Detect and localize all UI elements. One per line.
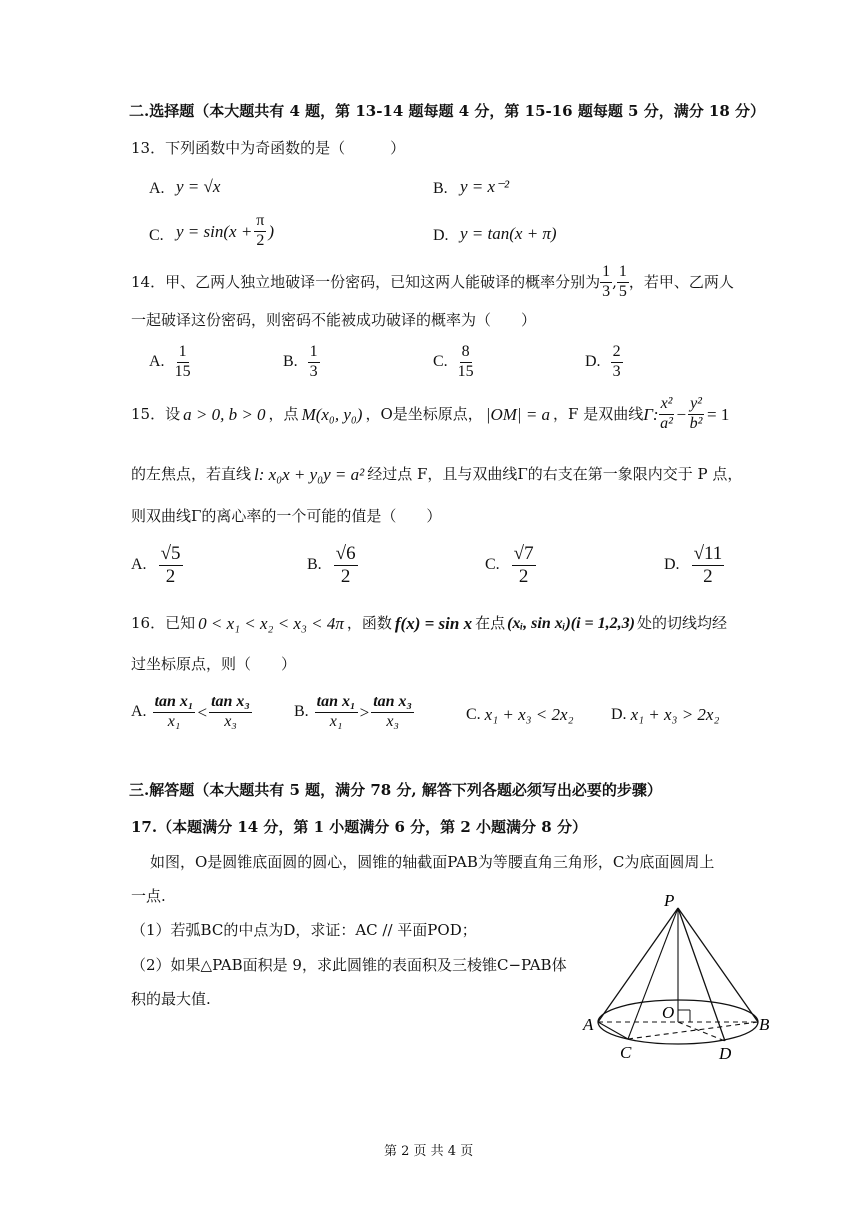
q15-om: |OM| = a [485, 404, 551, 424]
q15-option-b-label: B. [307, 556, 322, 574]
q14-c-num: 8 [460, 344, 472, 363]
q17-title: 17.（本题满分 14 分，第 1 小题满分 6 分，第 2 小题满分 8 分） [131, 818, 587, 836]
q13-option-b-expr: y = x⁻² [460, 177, 510, 196]
q15-line2 [131, 466, 742, 483]
q15-line1 [131, 396, 729, 433]
q15-option-d [664, 544, 724, 587]
q14-stem-a: 14．甲、乙两人独立地破译一份密码，已知这两人能破译的概率分别为 [131, 272, 601, 291]
q15-option-a [131, 544, 183, 587]
q15-line1-a: 15．设 [131, 404, 181, 423]
q14-p1-fraction [600, 264, 612, 301]
q14-d-den: 3 [612, 362, 621, 380]
q16-option-a-label: A. [131, 703, 147, 721]
q15-option-b [307, 544, 358, 587]
q13-c-fraction [254, 213, 266, 250]
q16-b-frac1 [315, 694, 358, 731]
q15-c-den: 2 [518, 565, 529, 587]
q15-hyp-d1: a² [660, 414, 673, 432]
q14-b-den: 3 [309, 362, 318, 380]
q15-line1-d: ，F 是双曲线 [553, 404, 644, 423]
q15-line3: 则双曲线Γ的离心率的一个可能的值是（ ） [131, 507, 442, 525]
q17-part2-cont: 积的最大值. [131, 990, 211, 1008]
q15-option-d-label: D. [664, 556, 680, 574]
q15-option-c-fraction [512, 544, 536, 587]
q15-option-a-label: A. [131, 556, 147, 574]
q16-option-d-expr: x₁ + x₃ > 2x₂ [630, 705, 720, 724]
q15-hyp-frac1 [659, 396, 675, 433]
q15-a-num: √5 [160, 543, 181, 564]
cone-base-front-arc [598, 1022, 758, 1044]
q15-hyp-frac2 [688, 396, 704, 433]
q14-p2-fraction [617, 264, 629, 301]
q13-c-left: y = sin(x + [176, 221, 253, 241]
q15-hyp-d2: b² [689, 414, 703, 432]
q16-option-a [131, 694, 252, 731]
q14-p1-num: 1 [600, 264, 612, 283]
q17-part1: （1）若弧BC的中点为D，求证：AC // 平面POD； [131, 921, 477, 939]
q16-line1-b: ，函数 [346, 614, 392, 632]
q16-a-n1: tan x₁ [153, 694, 196, 713]
q16-option-c-label: C. [466, 705, 481, 723]
q15-option-c [485, 544, 536, 587]
q14-option-d [585, 344, 623, 381]
section3-header: 三.解答题（本大题共有 5 题，满分 78 分, 解答下列各题必须写出必要的步骤） [129, 781, 662, 799]
q13-c-num: π [254, 213, 266, 232]
section2-header: 二.选择题（本大题共有 4 题，第 13-14 题每题 4 分，第 15-16 题每题 5 分，满分 18 分） [129, 102, 766, 120]
q13-option-c-label: C. [149, 227, 164, 244]
q13-option-a-expr: y = √x [176, 177, 221, 196]
q15-hyp-n1: x² [659, 396, 675, 415]
q15-option-b-fraction [334, 544, 358, 587]
q14-d-num: 2 [611, 344, 623, 363]
q15-d-den: 2 [703, 565, 713, 587]
q14-option-d-label: D. [585, 353, 601, 371]
q13-option-d-expr: y = tan(x + π) [460, 224, 557, 243]
q14-c-den: 15 [457, 362, 474, 380]
q13-stem: 13．下列函数中为奇函数的是（ ） [131, 139, 406, 157]
q14-option-b-fraction [308, 344, 320, 381]
q14-option-a [149, 344, 191, 381]
label-O: O [662, 1003, 675, 1022]
q15-c-num: √7 [513, 543, 534, 564]
q15-hyp-n2: y² [688, 396, 704, 415]
q14-p1-den: 3 [602, 282, 611, 300]
q16-line1-a: 16．已知 [131, 614, 196, 632]
q14-option-c [433, 344, 474, 381]
q14-b-num: 1 [308, 344, 320, 363]
q13-option-b-label: B. [433, 180, 448, 197]
label-A: A [583, 1015, 594, 1034]
q16-point: (xᵢ, sin xᵢ)(i = 1,2,3) [507, 614, 635, 632]
q14-a-den: 15 [174, 362, 191, 380]
q16-condition: 0 < x₁ < x₂ < x₃ < 4π [198, 614, 344, 633]
q14-option-b [283, 344, 320, 381]
q15-gamma: Γ: [643, 404, 659, 424]
q14-option-c-label: C. [433, 353, 448, 371]
q15-option-a-fraction [159, 544, 183, 587]
q15-b-den: 2 [340, 565, 351, 587]
q16-option-d-label: D. [611, 705, 627, 723]
cone-figure [580, 888, 780, 1068]
q13-option-c-expr [176, 213, 274, 250]
q15-condition: a > 0, b > 0 [183, 404, 266, 424]
q17-para1-cont: 一点. [131, 887, 166, 905]
q14-option-c-fraction [458, 344, 474, 381]
q16-a-d1: x₁ [167, 712, 181, 730]
q15-b-num: √6 [335, 543, 356, 564]
q16-option-d [611, 706, 719, 723]
q16-a-d2: x₃ [224, 712, 237, 730]
q13-option-a-label: A. [149, 180, 165, 197]
label-P: P [664, 891, 675, 910]
q14-stem-b: ，若甲、乙两人 [628, 272, 734, 291]
label-C: C [620, 1043, 632, 1062]
q15-a-den: 2 [165, 565, 176, 587]
q16-b-n1: tan x₁ [315, 694, 358, 713]
q16-a-op: < [197, 702, 208, 722]
edge-PB [678, 908, 758, 1022]
segment-AC [598, 1022, 628, 1039]
q15-line1-c: ，O是坐标原点， [365, 404, 483, 423]
q16-option-b-label: B. [294, 703, 309, 721]
q14-option-a-fraction [175, 344, 191, 381]
q15-hyp-minus: − [676, 404, 687, 424]
q14-option-d-fraction [611, 344, 623, 381]
q15-option-c-label: C. [485, 556, 500, 574]
q14-option-a-label: A. [149, 353, 165, 371]
q16-line1-d: 处的切线均经 [637, 614, 728, 632]
q16-a-frac1 [153, 694, 196, 731]
q16-b-d2: x₃ [386, 712, 399, 730]
q15-hyp-eq: = 1 [706, 404, 730, 424]
q16-option-b [294, 694, 414, 731]
page-footer: 第 2 页 共 4 页 [384, 1144, 474, 1159]
q16-function: f(x) = sin x [394, 614, 473, 633]
q13-c-right: ) [268, 221, 275, 241]
q16-a-n2: tan x₃ [209, 694, 252, 713]
q13-c-den: 2 [256, 231, 265, 249]
q14-option-b-label: B. [283, 353, 298, 371]
q16-line2: 过坐标原点，则（ ） [131, 655, 297, 673]
q15-line2-b: 经过点 F，且与双曲线Γ的右支在第一象限内交于 P 点， [367, 465, 743, 483]
q16-b-frac2 [371, 694, 414, 731]
q14-p2-num: 1 [617, 264, 629, 283]
q13-option-d-label: D. [433, 227, 449, 244]
edge-PD [678, 908, 725, 1041]
q16-b-n2: tan x₃ [371, 694, 414, 713]
label-D: D [719, 1044, 732, 1063]
q15-d-num: √11 [693, 543, 723, 564]
q17-part2: （2）如果△PAB面积是 9，求此圆锥的表面积及三棱锥C−PAB体 [131, 956, 567, 974]
q15-line-l: l: x₀x + y₀y = a² [254, 465, 365, 484]
q15-option-d-fraction [692, 544, 725, 587]
q14-a-num: 1 [177, 344, 189, 363]
q16-line1 [131, 615, 727, 632]
q16-b-d1: x₁ [329, 712, 343, 730]
q17-para1: 如图，O是圆锥底面圆的圆心，圆锥的轴截面PAB为等腰直角三角形，C为底面圆周上 [150, 853, 715, 871]
label-B: B [759, 1015, 770, 1034]
q16-b-op: > [359, 702, 370, 722]
q15-line2-a: 的左焦点，若直线 [131, 465, 252, 483]
q14-line1 [131, 264, 734, 301]
q16-option-c [466, 706, 573, 723]
q16-line1-c: 在点 [475, 614, 506, 632]
q15-point-m: M(x₀, y₀) [301, 404, 363, 424]
q14-p-sep: , [612, 272, 617, 291]
q14-line2: 一起破译这份密码，则密码不能被成功破译的概率为（ ） [131, 311, 537, 329]
q14-p2-den: 5 [618, 282, 627, 300]
q16-a-frac2 [209, 694, 252, 731]
q15-line1-b: ，点 [268, 404, 299, 423]
q16-option-c-expr: x₁ + x₃ < 2x₂ [484, 705, 574, 724]
